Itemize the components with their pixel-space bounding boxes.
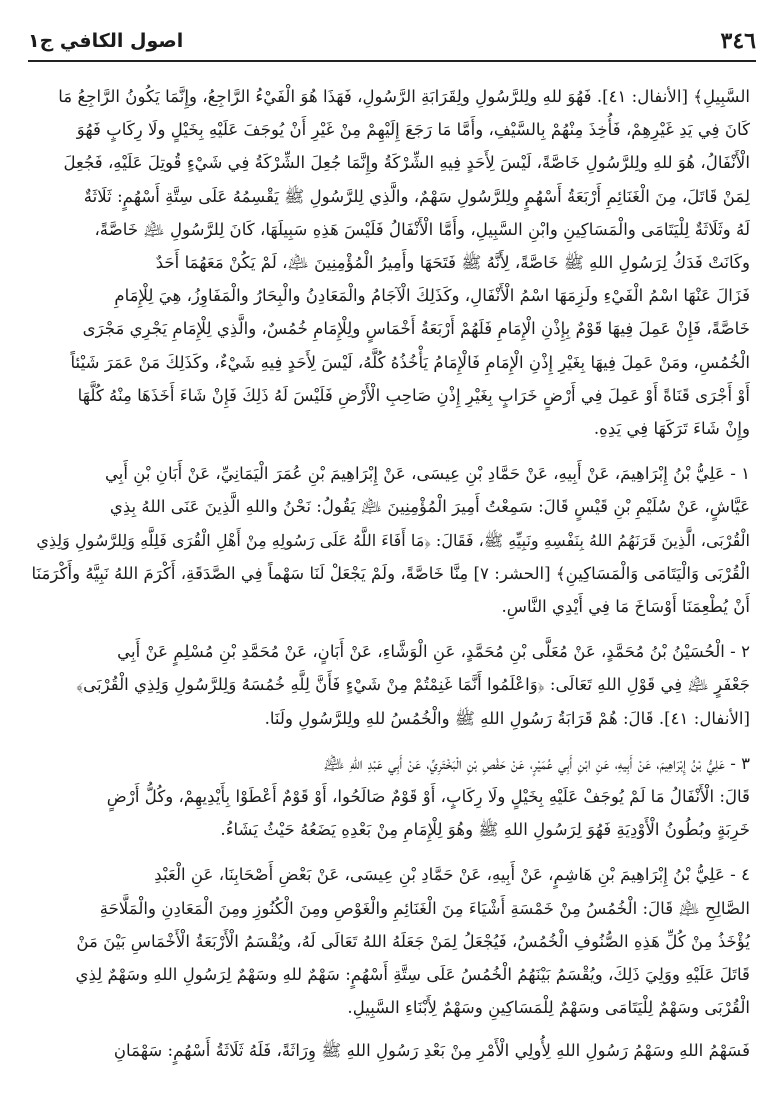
text-line: أَنْ يُطْعِمَنَا أَوْسَاخَ مَا فِي أَيْدِي النَّاسِ.: [501, 597, 750, 617]
text-line: قَاتَلَ عَلَيْهِ ووَلِيَ ذَلِكَ، ويُقْسَمُ بَيْنَهُمُ الْخُمُسُ عَلَى سِتَّةِ أَسْهُمٍ: سَهْمٌ للهِ وسَهْمٌ لِرَسُولِ اللهِ وسَهْمٌ لِذِي: [75, 965, 750, 985]
text-line: وإِنْ شَاءَ تَرَكَهَا فِي يَدِهِ.: [593, 419, 750, 439]
text-line: عَيَّاشٍ، عَنْ سُلَيْمِ بْنِ قَيْسٍ قَالَ: سَمِعْتُ أَمِيرَ الْمُؤْمِنِينَ ﵇ يَقُولُ: نَحْنُ واللهِ الَّذِينَ عَنَى اللهُ بِذِي: [109, 497, 750, 517]
hadith-1: [32, 457, 750, 623]
text-line: يُؤْخَذُ مِنْ كُلِّ هَذِهِ الصُّنُوفِ الْخُمُسُ، فَيُجْعَلُ لِمَنْ جَعَلَهُ اللهُ تَعَالَى لَهُ، ويُقْسَمُ الْأَرْبَعَةُ الْأَخْمَاسِ بَيْنَ مَنْ: [76, 931, 750, 951]
text-line: ١ - عَلِيُّ بْنُ إِبْرَاهِيمَ، عَنْ أَبِيهِ، عَنْ حَمَّادِ بْنِ عِيسَى، عَنْ إِبْرَاهِيمَ بْنِ عُمَرَ الْيَمَانِيِّ، عَنْ أَبَانِ بْنِ أَبِي: [104, 464, 750, 484]
text-line: ٢ - الْحُسَيْنُ بْنُ مُحَمَّدٍ، عَنْ مُعَلَّى بْنِ مُحَمَّدٍ، عَنِ الْوَشَّاءِ، عَنْ أَبَانٍ، عَنْ مُحَمَّدِ بْنِ مُسْلِمٍ عَنْ أَبِي: [117, 642, 750, 662]
text-line: الْقُرْبَى وَالْيَتَامَى وَالْمَسَاكِينِ﴾ [الحشر: ٧] مِنَّا خَاصَّةً، ولَمْ يَجْعَلْ لَنَا سَهْماً فِي الصَّدَقَةِ، أَكْرَمَ اللهُ نَبِيَّهُ وأَكْرَمَنَا: [31, 563, 750, 583]
text-line: الصَّالِحِ ﵇ قَالَ: الْخُمُسُ مِنْ خَمْسَةِ أَشْيَاءَ مِنَ الْغَنَائِمِ والْغَوْصِ ومِنَ الْكُنُوزِ ومِنَ الْمَعَادِنِ والْمَلَّاحَةِ: [99, 898, 750, 918]
text-line: ٤ - عَلِيُّ بْنُ إِبْرَاهِيمَ بْنِ هَاشِمٍ، عَنْ أَبِيهِ، عَنْ حَمَّادِ بْنِ عِيسَى، عَنْ بَعْضِ أَصْحَابِنَا، عَنِ الْعَبْدِ: [154, 865, 750, 885]
hadith-4: [32, 858, 750, 1067]
text-line: لِمَنْ قَاتَلَ، مِنَ الْغَنَائِمِ أَرْبَعَةُ أَسْهُمٍ ولِلرَّسُولِ سَهْمٌ، والَّذِي لِلرَّسُولِ ﷺ يَقْسِمُهُ عَلَى سِتَّةِ أَسْهُمٍ: ثَلَاثَةٌ: [83, 186, 750, 206]
text-line: الْخُمُسِ، ومَنْ عَمِلَ فِيهَا بِغَيْرِ إِذْنِ الْإِمَامِ فَالْإِمَامُ يَأْخُذُهُ كُلَّهُ، لَيْسَ لِأَحَدٍ فِيهِ شَيْءٌ، وكَذَلِكَ مَنْ عَمَرَ شَيْئاً: [70, 352, 750, 372]
text-line: جَعْفَرٍ ﵇ فِي قَوْلِ اللهِ تَعَالَى: ﴿وَاعْلَمُوا أَنَّمَا غَنِمْتُمْ مِنْ شَيْءٍ فَأَنَّ لِلَّهِ خُمُسَهُ وَلِلرَّسُولِ وَلِذِي الْقُرْبَى﴾: [76, 675, 750, 695]
header-rule: [28, 60, 756, 62]
text-line: ٣ - عَلِيُّ بْنُ إِبْرَاهِيمَ، عَنْ أَبِيهِ، عَنِ ابْنِ أَبِي عُمَيْرٍ، عَنْ حَفْصِ بْنِ الْبَخْتَرِيِّ، عَنْ أَبِي عَبْدِ اللهِ ﵇: [323, 753, 750, 773]
text-line: خَاصَّةً، فَإِنْ عَمِلَ فِيهَا قَوْمٌ بِإِذْنِ الْإِمَامِ فَلَهُمْ أَرْبَعَةُ أَخْمَاسٍ ولِلْإِمَامِ خُمُسٌ، والَّذِي لِلْإِمَامِ يَجْرِي مَجْرَى: [82, 319, 750, 339]
text-line: أَوْ أَجْرَى قَنَاةً أَوْ عَمِلَ فِي أَرْضٍ خَرَابٍ بِغَيْرِ إِذْنِ صَاحِبِ الْأَرْضِ فَلَيْسَ لَهُ ذَلِكَ فَإِنْ شَاءَ أَخَذَهَا مِنْهُ كُلَّهَا: [77, 385, 750, 405]
text-body: [32, 80, 750, 1068]
commentary-paragraph: [32, 80, 750, 445]
text-line: قَالَ: الْأَنْفَالُ مَا لَمْ يُوجَفْ عَلَيْهِ بِخَيْلٍ ولَا رِكَابٍ، أَوْ قَوْمٌ صَالَحُوا، أَوْ قَوْمٌ أَعْطَوْا بِأَيْدِيهِمْ، وكُلُّ أَرْضٍ: [106, 787, 750, 807]
text-line: الْقُرْبَى، الَّذِينَ قَرَنَهُمُ اللهُ بِنَفْسِهِ ونَبِيِّهِ ﷺ، فَقَالَ: ﴿مَا أَفَاءَ اللَّهُ عَلَى رَسُولِهِ مِنْ أَهْلِ الْقُرَى فَلِلَّهِ وَلِلرَّسُولِ وَلِذِي: [36, 530, 750, 550]
text-line: الْأَنْفَالُ، هُوَ للهِ ولِلرَّسُولِ خَاصَّةً، لَيْسَ لِأَحَدٍ فِيهِ الشِّرْكَةُ وإِنَّمَا جُعِلَ الشِّرْكَةُ فِي شَيْءٍ قُوتِلَ عَلَيْهِ، فَجُعِلَ: [63, 153, 750, 173]
text-line: كَانَ فِي يَدِ غَيْرِهِمْ، فَأُخِذَ مِنْهُمْ بِالسَّيْفِ، وأَمَّا مَا رَجَعَ إِلَيْهِمْ مِنْ غَيْرِ أَنْ يُوجَفَ عَلَيْهِ بِخَيْلٍ ولَا رِكَابٍ فَهُوَ: [76, 120, 750, 140]
hadith-2: [32, 635, 750, 735]
text-line: لَهُ وثَلَاثَةٌ لِلْيَتَامَى والْمَسَاكِينِ وابْنِ السَّبِيلِ، وأَمَّا الْأَنْفَالُ فَلَيْسَ هَذِهِ سَبِيلَهَا، كَانَ لِلرَّسُولِ ﵇ خَاصَّةً،: [94, 219, 750, 239]
text-line: فَسَهْمُ اللهِ وسَهْمُ رَسُولِ اللهِ لِأُولِي الْأَمْرِ مِنْ بَعْدِ رَسُولِ اللهِ ﷺ وِرَاثَةً، فَلَهُ ثَلَاثَةُ أَسْهُمٍ: سَهْمَانِ: [113, 1041, 750, 1061]
text-line: فَزَالَ عَنْهَا اسْمُ الْفَيْءِ ولَزِمَهَا اسْمُ الْأَنْفَالِ، وكَذَلِكَ الْآجَامُ والْمَعَادِنُ والْبِحَارُ والْمَفَاوِزُ، هِيَ لِلْإِمَامِ: [114, 286, 750, 306]
running-header: [28, 24, 756, 60]
text-line: خَرِبَةٍ وبُطُونُ الْأَوْدِيَةِ فَهُوَ لِرَسُولِ اللهِ ﷺ وهُوَ لِلْإِمَامِ مِنْ بَعْدِهِ يَضَعُهُ حَيْثُ يَشَاءُ.: [220, 820, 750, 840]
text-line: الْقُرْبَى وسَهْمٌ لِلْيَتَامَى وسَهْمٌ لِلْمَسَاكِينِ وسَهْمٌ لِأَبْنَاءِ السَّبِيلِ.: [347, 998, 750, 1018]
page-number: ٣٤٦: [720, 28, 756, 54]
text-line: [الأنفال: ٤١]. قَالَ: هُمْ قَرَابَةُ رَسُولِ اللهِ ﷺ والْخُمُسُ للهِ ولِلرَّسُولِ ولَنَا.: [264, 708, 750, 728]
text-line: السَّبِيلِ﴾ [الأنفال: ٤١]. فَهُوَ للهِ ولِلرَّسُولِ ولِقَرَابَةِ الرَّسُولِ، فَهَذَا هُوَ الْفَيْءُ الرَّاجِعُ، وإِنَّمَا يَكُونُ الرَّاجِعُ مَا: [58, 87, 750, 106]
book-title: اصول الكافي ج١: [28, 30, 184, 52]
hadith-3: [32, 747, 750, 847]
text-line: وكَانَتْ فَدَكُ لِرَسُولِ اللهِ ﷺ خَاصَّةً، لِأَنَّهُ ﷺ فَتَحَهَا وأَمِيرُ الْمُؤْمِنِينَ ﵇، لَمْ يَكُنْ مَعَهُمَا أَحَدٌ: [155, 253, 750, 273]
